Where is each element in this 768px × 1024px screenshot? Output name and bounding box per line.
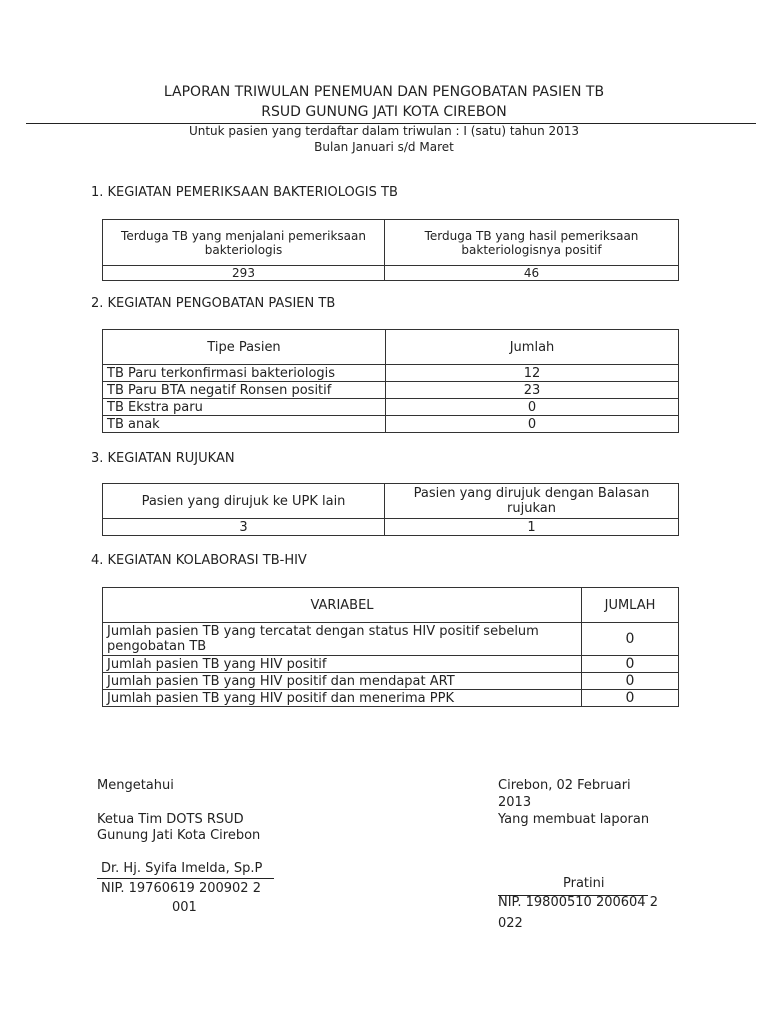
table-header-cell: Jumlah bbox=[386, 330, 679, 365]
table-header-cell: JUMLAH bbox=[582, 588, 679, 623]
table-cell: 1 bbox=[385, 519, 679, 536]
report-period: Untuk pasien yang terdaftar dalam triwulan : I (satu) tahun 2013 bbox=[188, 124, 580, 138]
table-cell: 0 bbox=[582, 673, 679, 690]
report-months: Bulan Januari s/d Maret bbox=[314, 140, 454, 154]
table-header-cell: VARIABEL bbox=[103, 588, 582, 623]
table-row bbox=[103, 399, 679, 416]
table-cell: 0 bbox=[582, 623, 679, 656]
table-cell: 293 bbox=[103, 266, 385, 281]
tb-hiv-table bbox=[102, 587, 679, 707]
table-cell: 0 bbox=[386, 399, 679, 416]
table-cell: 12 bbox=[386, 365, 679, 382]
acknowledged-label: Mengetahui bbox=[97, 778, 174, 793]
table-cell: Jumlah pasien TB yang HIV positif bbox=[103, 656, 582, 673]
section3-heading: 3. KEGIATAN RUJUKAN bbox=[91, 451, 235, 466]
signer-name: Dr. Hj. Syifa Imelda, Sp.P bbox=[101, 861, 263, 876]
table-cell: TB anak bbox=[103, 416, 386, 433]
table-cell: 46 bbox=[385, 266, 679, 281]
table-cell: 3 bbox=[103, 519, 385, 536]
place-date-year: 2013 bbox=[498, 795, 532, 810]
table-row bbox=[103, 416, 679, 433]
signer-nip: NIP. 19760619 200902 2 bbox=[101, 881, 261, 896]
table-cell: 0 bbox=[386, 416, 679, 433]
table-header-cell: Pasien yang dirujuk ke UPK lain bbox=[103, 484, 385, 519]
reporter-name: Pratini bbox=[563, 876, 605, 891]
section2-heading: 2. KEGIATAN PENGOBATAN PASIEN TB bbox=[91, 296, 336, 311]
bacteriology-table bbox=[102, 219, 679, 281]
table-header-cell: Tipe Pasien bbox=[103, 330, 386, 365]
hospital-name: RSUD GUNUNG JATI KOTA CIREBON bbox=[261, 104, 507, 120]
table-row bbox=[103, 382, 679, 399]
table-cell: TB Ekstra paru bbox=[103, 399, 386, 416]
table-cell: TB Paru terkonfirmasi bakteriologis bbox=[103, 365, 386, 382]
table-header-cell: Terduga TB yang hasil pemeriksaan bakteriologisnya positif bbox=[385, 220, 679, 266]
reporter-nip: NIP. 19800510 200604 2 bbox=[498, 895, 658, 910]
signature-line bbox=[97, 878, 274, 879]
section4-heading: 4. KEGIATAN KOLABORASI TB-HIV bbox=[91, 553, 307, 568]
place-date: Cirebon, 02 Februari bbox=[498, 778, 631, 793]
signer-role: Ketua Tim DOTS RSUD bbox=[97, 812, 244, 827]
table-cell: Jumlah pasien TB yang HIV positif dan menerima PPK bbox=[103, 690, 582, 707]
table-row bbox=[103, 623, 679, 656]
table-cell: Jumlah pasien TB yang tercatat dengan status HIV positif sebelum pengobatan TB bbox=[103, 623, 582, 656]
table-row bbox=[103, 673, 679, 690]
table-header-cell: Terduga TB yang menjalani pemeriksaan bakteriologis bbox=[103, 220, 385, 266]
table-cell: Jumlah pasien TB yang HIV positif dan mendapat ART bbox=[103, 673, 582, 690]
table-cell: 0 bbox=[582, 656, 679, 673]
section1-heading: 1. KEGIATAN PEMERIKSAAN BAKTERIOLOGIS TB bbox=[91, 185, 398, 200]
signer-nip-continued: 001 bbox=[172, 900, 197, 915]
treatment-table bbox=[102, 329, 679, 433]
table-cell: 23 bbox=[386, 382, 679, 399]
signer-role-continued: Gunung Jati Kota Cirebon bbox=[97, 828, 261, 843]
table-header-cell: Pasien yang dirujuk dengan Balasan rujukan bbox=[385, 484, 679, 519]
table-cell: TB Paru BTA negatif Ronsen positif bbox=[103, 382, 386, 399]
table-row bbox=[103, 690, 679, 707]
table-row bbox=[103, 365, 679, 382]
table-row bbox=[103, 656, 679, 673]
reporter-label: Yang membuat laporan bbox=[498, 812, 650, 827]
report-title: LAPORAN TRIWULAN PENEMUAN DAN PENGOBATAN PASIEN TB bbox=[163, 84, 605, 100]
referral-table bbox=[102, 483, 679, 536]
reporter-nip-continued: 022 bbox=[498, 916, 523, 931]
table-cell: 0 bbox=[582, 690, 679, 707]
